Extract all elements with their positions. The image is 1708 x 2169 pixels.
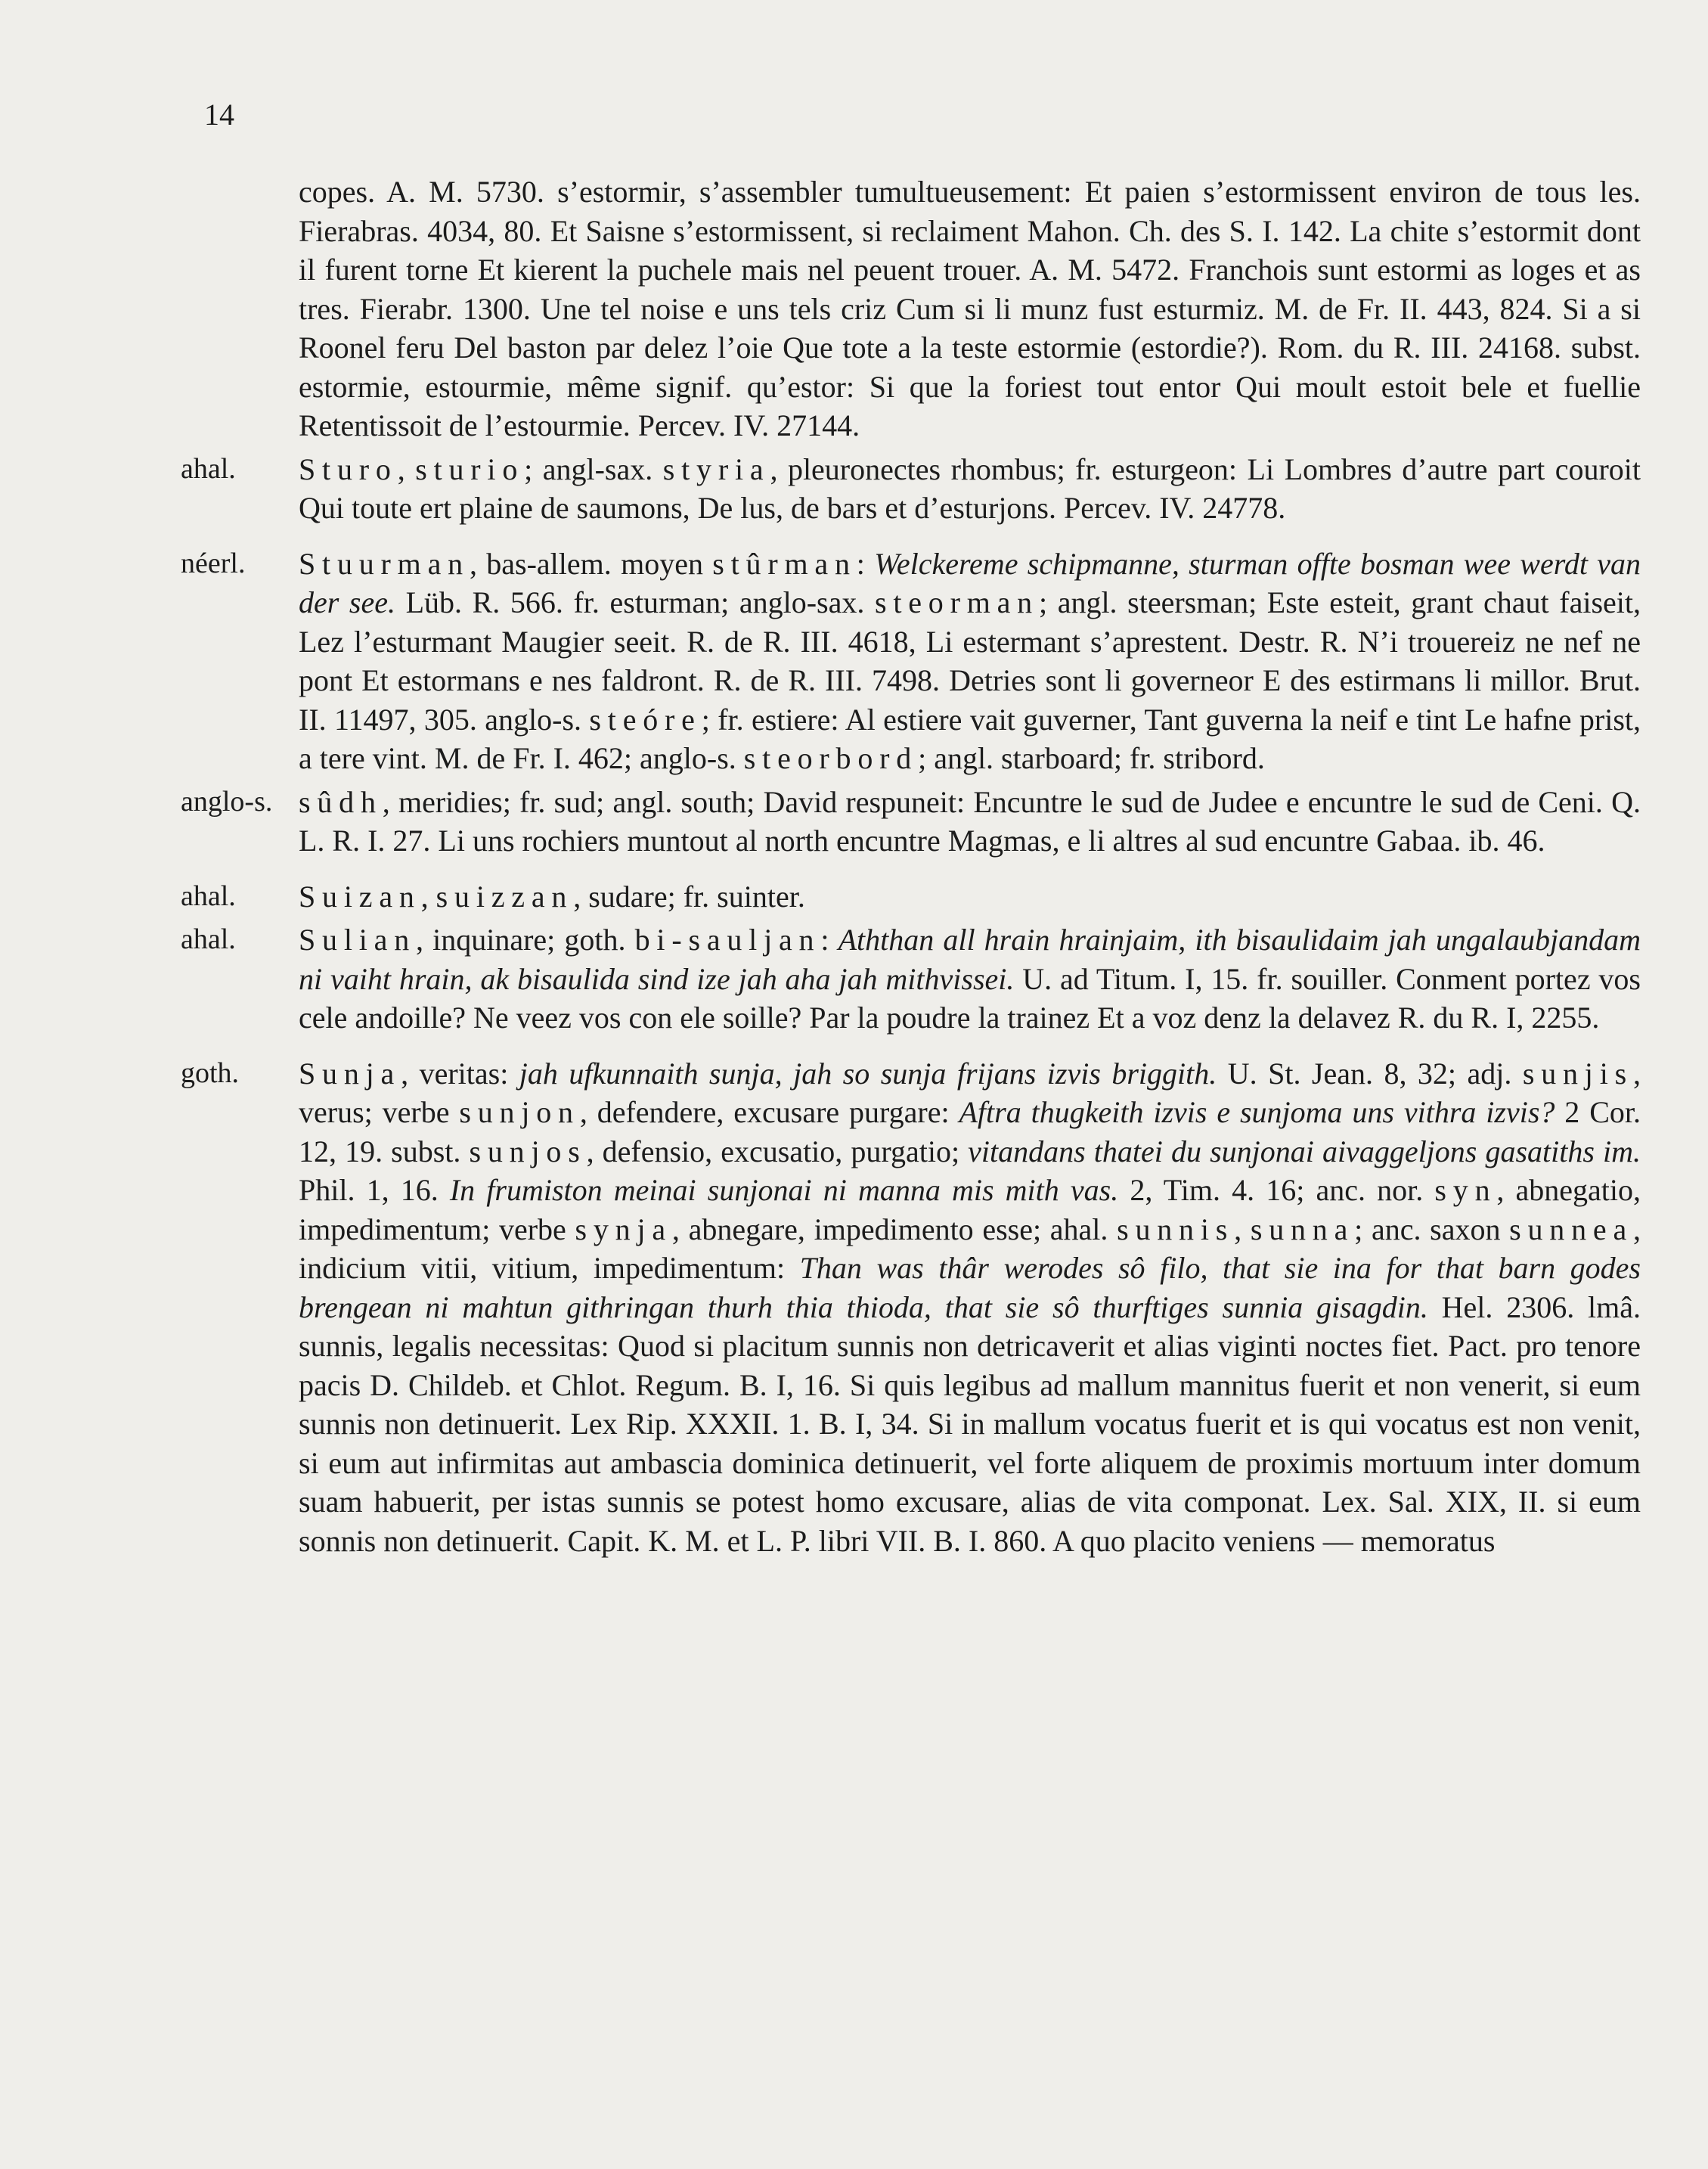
entry-text: , sudare; fr. suinter.	[573, 879, 805, 914]
entry-text: ,	[1234, 1212, 1251, 1246]
entry-text: , veritas:	[401, 1056, 519, 1091]
headword: Suizan	[299, 879, 421, 914]
quotation-text: Aththan all hrain hrainjaim, ith bisaulidaim jah ungalaubjandam ni vaiht hrain, ak bisaulida sind ize jah aha jah mithvissei.	[299, 923, 1641, 996]
headword: sunna	[1250, 1212, 1355, 1246]
entry-text: , defensio, excusatio, purgatio;	[586, 1134, 969, 1168]
entry-text: , bas-allem. moyen	[469, 546, 713, 581]
entry-text: , abnegare, impedimento esse; ahal.	[671, 1212, 1117, 1246]
language-label: ahal.	[181, 452, 236, 485]
entry-text: Lüb. R. 566. fr. esturman; anglo-sax.	[395, 585, 875, 619]
entry-text: , indicium vitii, vitium, impedimentum:	[299, 1212, 1641, 1285]
entry-text: ; angl. steersman; Este esteit, grant chaut faiseit, Lez l’esturmant Maugier seeit. R. de R. III. 4618, Li estermant s’aprestent. Destr. R. N’i trouereiz ne nef ne pont Et estormans e nes faldront. R. de R. III. 7498. Detries sont li governeor E des estirmans li millor. Brut. II. 11497, 305. anglo-s.	[299, 585, 1641, 737]
entry-text: U. ad Titum. I, 15. fr. souiller. Conment portez vos cele andoille? Ne veez vos con ele soille? Par la poudre la trainez Et a voz denz la delavez R. du R. I, 2255.	[299, 961, 1641, 1035]
headword: Sulian	[299, 923, 417, 957]
quotation-text: In frumiston meinai sunjonai ni manna mis mith vas.	[449, 1173, 1119, 1207]
headword: Stuurman	[299, 546, 470, 581]
headword: stûrman	[712, 546, 857, 581]
headword: steorbord	[743, 741, 919, 775]
headword: bi-sauljan	[634, 923, 821, 957]
entry-text: 2, Tim. 4. 16; anc. nor.	[1118, 1173, 1435, 1207]
dictionary-entry	[181, 545, 1641, 778]
headword: sunnea	[1509, 1212, 1633, 1246]
dictionary-entry	[185, 172, 1641, 445]
quotation-text: Than was thâr werodes sô filo, that sie ina for that barn godes brengean ni mahtun githringan thurh thia thioda, that sie sô thurftiges sunnia gisagdin.	[299, 1251, 1641, 1324]
entry-text: Hel. 2306. lmâ. sunnis, legalis necessitas: Quod si placitum sunnis non detricaverit et alias viginti noctes fiet. Pact. pro tenore pacis D. Childeb. et Chlot. Regum. B. I, 16. Si quis legibus ad mallum mannitus fuerit et non venerit, si eum sunnis non detinuerit. Lex Rip. XXXII. 1. B. I, 34. Si in mallum vocatus fuerit et is qui vocatus est non venit, si eum aut infirmitas aut ambascia dominica detinuerit, vel forte aliquem de proximis mortuum inter domum suam habuerit, per istas sunnis se potest homo excusare, alias de vita componat. Lex. Sal. XIX, II. si eum sonnis non detinuerit. Capit. K. M. et L. P. libri VII. B. I. 860. A quo placito veniens — memoratus	[299, 1289, 1641, 1558]
headword: syn	[1434, 1173, 1497, 1207]
page-number: 14	[204, 98, 234, 132]
headword: sturio	[415, 451, 525, 486]
language-label: ahal.	[181, 923, 236, 955]
headword: sunjos	[469, 1134, 587, 1168]
dictionary-entry	[181, 450, 1641, 528]
entry-text: :	[820, 923, 839, 957]
entry-text: , verus; verbe	[299, 1056, 1641, 1129]
entry-text: , abnegatio, impedimentum; verbe	[299, 1173, 1641, 1246]
quotation-text: jah ufkunnaith sunja, jah so sunja frijans izvis briggith.	[519, 1056, 1217, 1091]
entry-text: 2 Cor. 12, 19. subst.	[299, 1095, 1641, 1168]
quotation-text: Welckereme schipmanne, sturman offte bosman wee werdt van der see.	[299, 546, 1641, 619]
entry-text: ; angl-sax.	[524, 451, 663, 486]
dictionary-entries	[181, 172, 1641, 1560]
headword: sûdh	[299, 784, 383, 819]
entry-text: ; fr. estiere: Al estiere vait guverner, Tant guverna la neif e tint Le hafne prist, a tere vint. M. de Fr. I. 462; anglo-s.	[299, 702, 1641, 775]
entry-text: copes. A. M. 5730. s’estormir, s’assembler tumultueusement: Et paien s’estormissent environ de tous les. Fierabras. 4034, 80. Et Saisne s’estormissent, si reclaiment Mahon. Ch. des S. I. 142. La chite s’estormit dont il furent torne Et kierent la puchele mais nel peuent trouer. A. M. 5472. Franchois sunt estormi as loges et as tres. Fierabr. 1300. Une tel noise e uns tels criz Cum si li munz fust esturmiz. M. de Fr. II. 443, 824. Si a si Roonel feru Del baston par delez l’oie Que tote a la teste estormie (estordie?). Rom. du R. III. 24168. subst. estormie, estourmie, même signif. qu’estor: Si que la foriest tout entor Qui moult estoit bele et fuellie Retentissoit de l’estourmie. Percev. IV. 27144.	[299, 175, 1641, 442]
headword: steóre	[589, 702, 702, 737]
quotation-text: vitandans thatei du sunjonai aivaggeljons gasatiths im.	[968, 1134, 1641, 1168]
entry-text: ,	[420, 879, 436, 914]
quotation-text: Aftra thugkeith izvis e sunjoma uns vithra izvis?	[959, 1095, 1555, 1129]
language-label: anglo-s.	[181, 785, 273, 818]
entry-text: ; anc. saxon	[1354, 1212, 1510, 1246]
entry-text: :	[856, 546, 875, 581]
entry-text: , meridies; fr. sud; angl. south; David respuneit: Encuntre le sud de Judee e encuntre le sud de Ceni. Q. L. R. I. 27. Li uns rochiers muntout al north encuntre Magmas, e li altres al sud encuntre Gabaa. ib. 46.	[299, 784, 1641, 858]
language-label: néerl.	[181, 547, 246, 579]
dictionary-entry	[181, 920, 1641, 1038]
entry-text: , defendere, excusare purgare:	[579, 1095, 959, 1129]
headword: Sunja	[299, 1056, 401, 1091]
entry-text: ; angl. starboard; fr. stribord.	[918, 741, 1265, 775]
entry-text: U. St. Jean. 8, 32; adj.	[1217, 1056, 1523, 1091]
dictionary-entry	[181, 783, 1641, 861]
headword: synja	[575, 1212, 672, 1246]
headword: suizzan	[436, 879, 574, 914]
entry-text: Phil. 1, 16.	[299, 1173, 450, 1207]
entry-text: , pleuronectes rhombus; fr. esturgeon: Li Lombres d’autre part couroit Qui toute ert plaine de saumons, De lus, de bars et d’esturjons. Percev. IV. 24778.	[299, 451, 1641, 525]
headword: styria	[662, 451, 770, 486]
language-label: ahal.	[181, 880, 236, 912]
language-label: goth.	[181, 1057, 240, 1089]
entry-text: ,	[397, 451, 416, 486]
headword: Sturo	[299, 451, 398, 486]
headword: sunjon	[459, 1095, 580, 1129]
headword: sunjis	[1522, 1056, 1633, 1091]
headword: sunnis	[1117, 1212, 1235, 1246]
headword: steorman	[874, 585, 1039, 619]
dictionary-entry	[181, 1054, 1641, 1561]
entry-text: , inquinare; goth.	[416, 923, 635, 957]
dictionary-entry	[181, 877, 1641, 917]
